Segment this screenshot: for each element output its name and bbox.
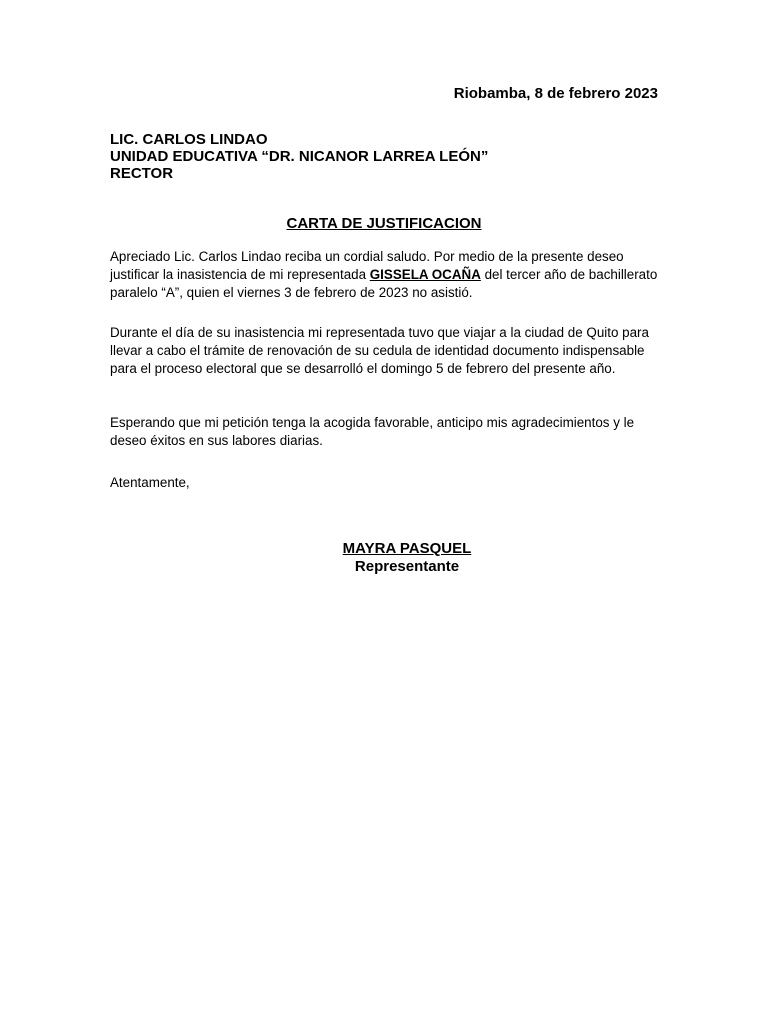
letter-title: CARTA DE JUSTIFICACION bbox=[286, 215, 482, 232]
letter-title-wrapper bbox=[0, 215, 768, 232]
recipient-name: LIC. CARLOS LINDAO bbox=[110, 131, 268, 148]
paragraph-reason: Durante el día de su inasistencia mi representada tuvo que viajar a la ciudad de Quito para llevar a cabo el trámite de renovación de su cedula de identidad documento indispensable para el proceso electoral que se desarrolló el domingo 5 de febrero del presente año. bbox=[110, 325, 649, 376]
paragraph-greeting bbox=[110, 248, 662, 302]
recipient-institution: UNIDAD EDUCATIVA “DR. NICANOR LARREA LEÓN” bbox=[110, 148, 489, 165]
paragraph-request: Esperando que mi petición tenga la acogida favorable, anticipo mis agradecimientos y le deseo éxitos en sus labores diarias. bbox=[110, 415, 635, 448]
signature-role: Representante bbox=[354, 558, 460, 575]
paragraph-greeting-text-end: del tercer año de bachillerato paralelo “A”, quien el viernes 3 de febrero de 2023 no asistió. bbox=[110, 267, 658, 300]
paragraph-greeting-text-start: Apreciado Lic. Carlos Lindao reciba un cordial saludo. Por medio de la presente deseo justificar la inasistencia de mi representada bbox=[110, 249, 624, 282]
recipient-position: RECTOR bbox=[110, 165, 174, 182]
closing-salutation: Atentamente, bbox=[110, 475, 190, 490]
signature-name: MAYRA PASQUEL bbox=[342, 540, 472, 557]
letter-date: Riobamba, 8 de febrero 2023 bbox=[453, 85, 658, 102]
recipient-block bbox=[110, 131, 488, 182]
signature-block bbox=[0, 540, 768, 576]
student-name: GISSELA OCAÑA bbox=[369, 267, 481, 282]
